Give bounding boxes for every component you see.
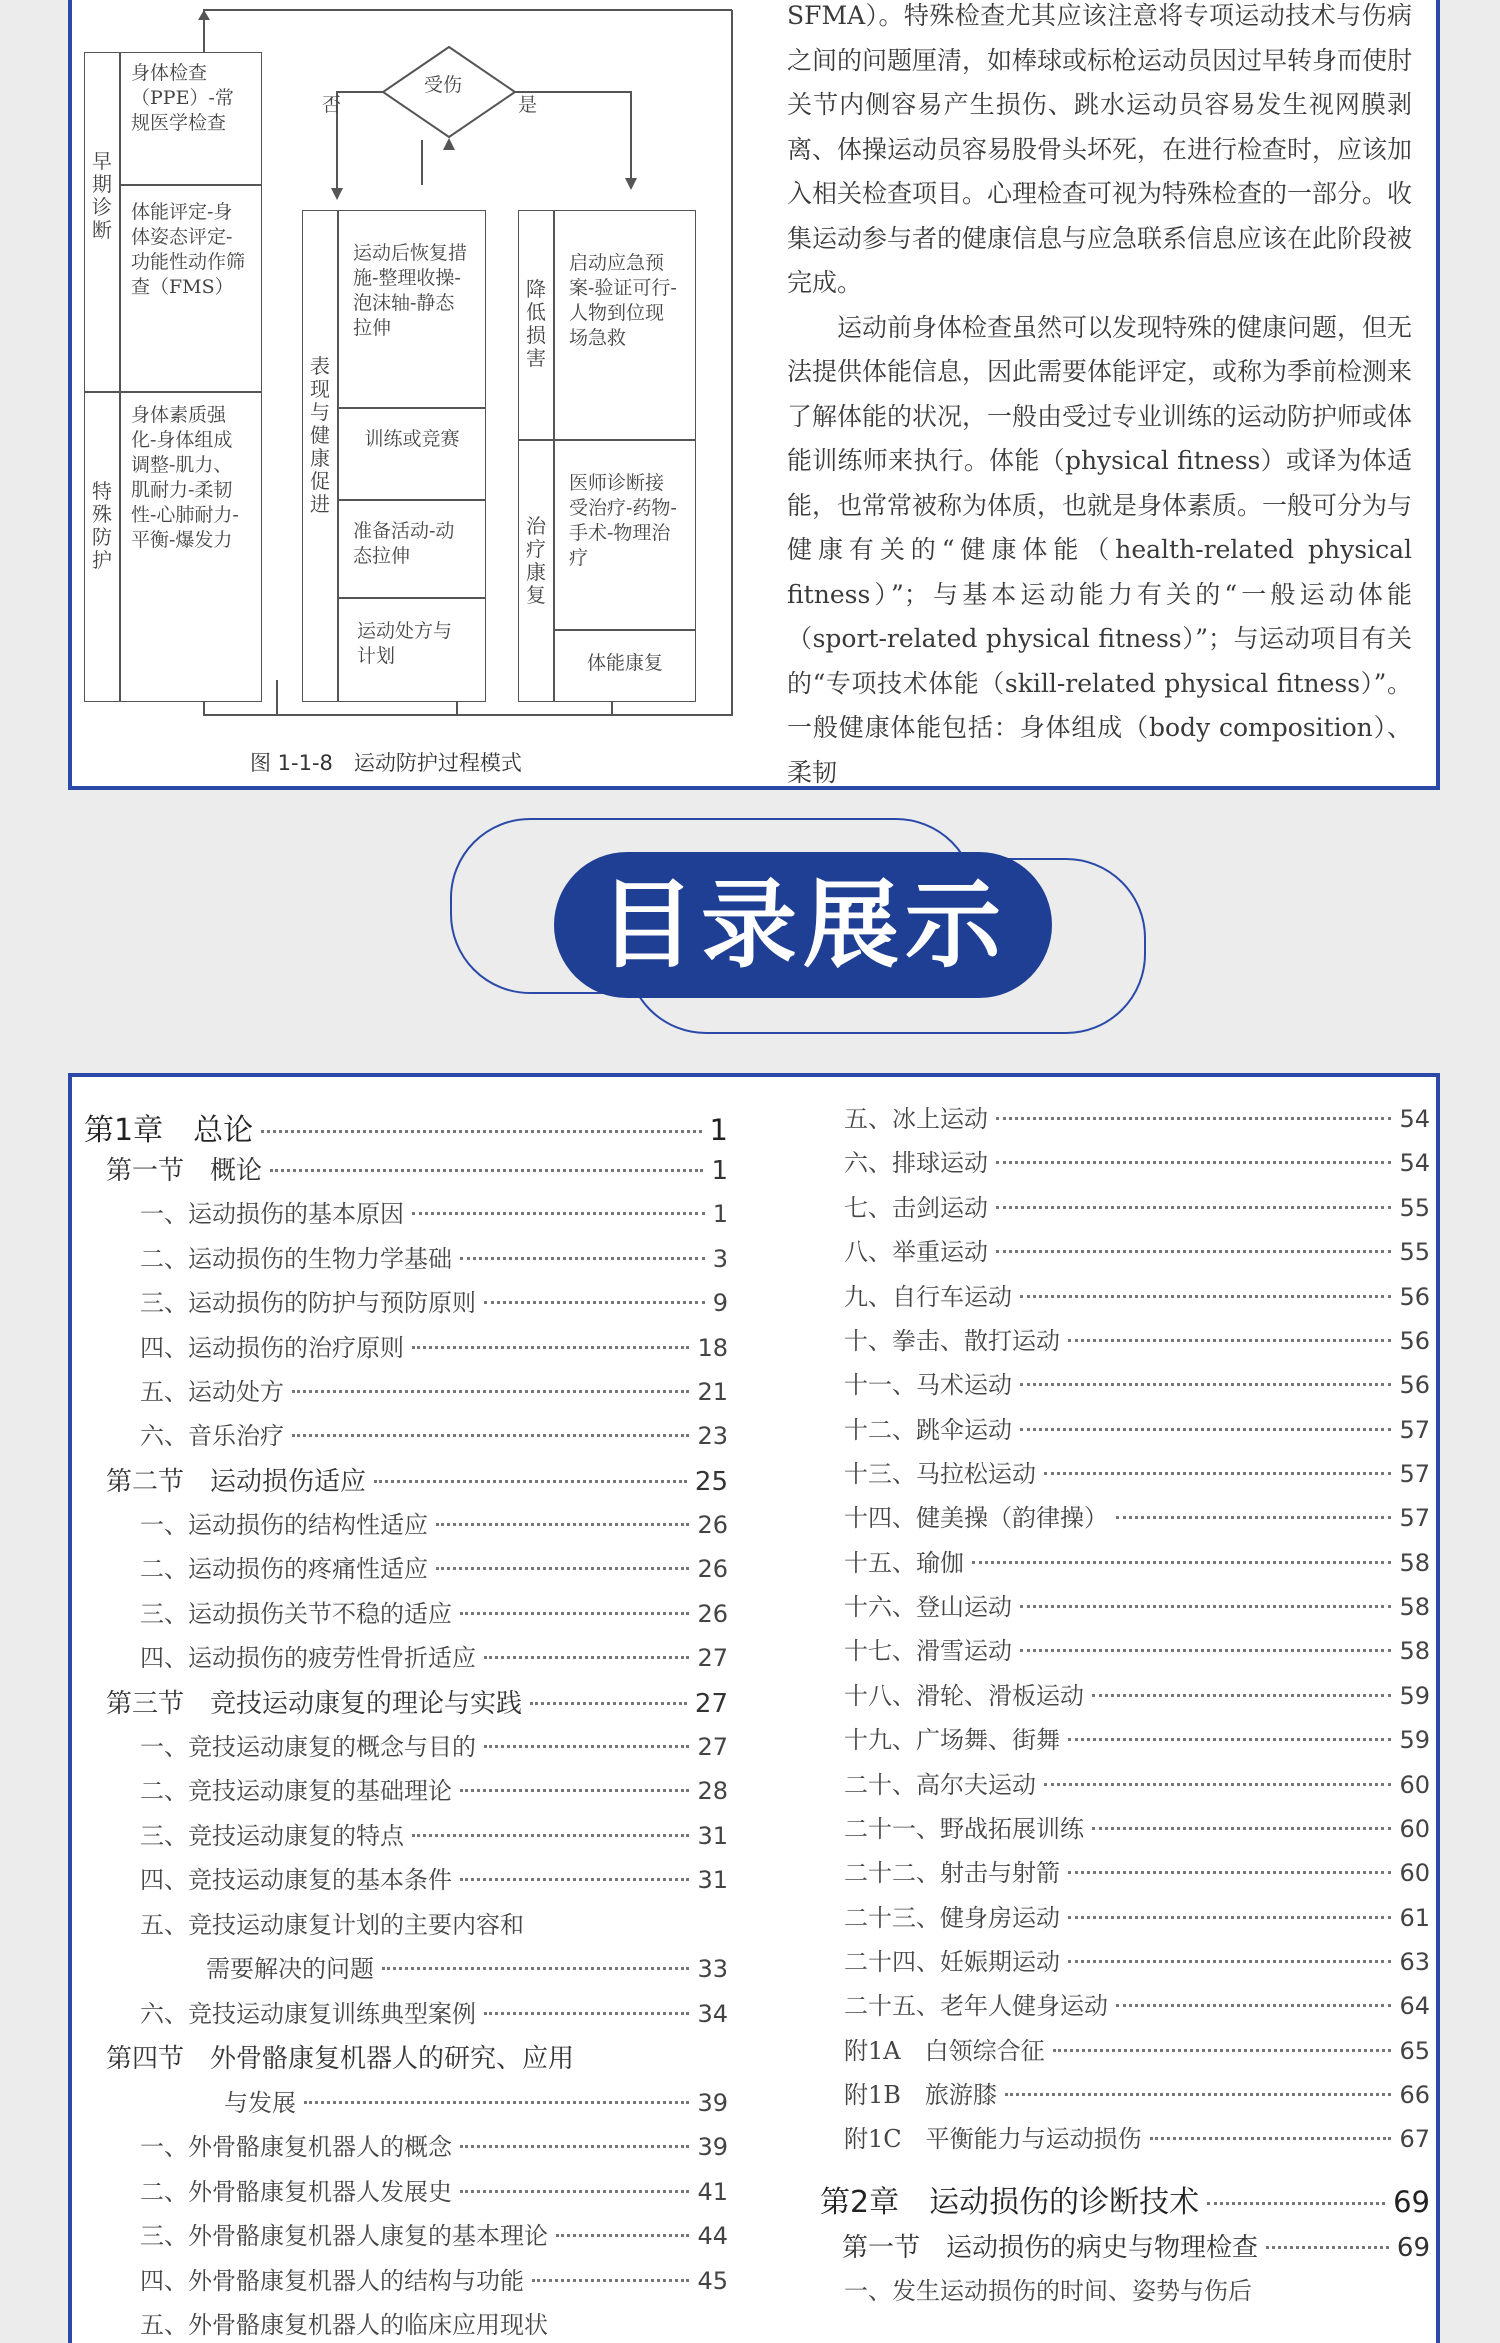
toc-leader-dots xyxy=(996,1250,1391,1253)
toc-entry-title: 二、竞技运动康复的基础理论 xyxy=(140,1777,452,1805)
toc-leader-dots xyxy=(304,2101,689,2104)
toc-leader-dots xyxy=(1092,1827,1391,1830)
group-reduce-damage: 降低损害 xyxy=(526,277,546,370)
toc-leader-dots xyxy=(436,1567,689,1570)
toc-leader-dots xyxy=(1092,1694,1391,1697)
toc-leader-dots xyxy=(1150,2137,1392,2140)
toc-leader-dots xyxy=(412,1834,689,1837)
toc-entry-title: 第一节 运动损伤的病史与物理检查 xyxy=(842,2233,1259,2263)
toc-entry-title: 一、运动损伤的结构性适应 xyxy=(140,1511,428,1539)
toc-entry[interactable] xyxy=(844,1942,1430,1977)
toc-entry-page: 26 xyxy=(697,1511,728,1539)
toc-leader-dots xyxy=(484,2012,689,2015)
toc-entry-title: 附1C 平衡能力与运动损伤 xyxy=(844,2125,1142,2153)
box-ppe: 身体检查（PPE）-常规医学检查 xyxy=(120,52,262,185)
toc-entry-page: 44 xyxy=(697,2222,728,2250)
toc-entry-page: 58 xyxy=(1399,1549,1430,1577)
toc-entry[interactable] xyxy=(140,1860,728,1895)
toc-entry-title: 六、排球运动 xyxy=(844,1149,988,1177)
toc-entry[interactable] xyxy=(140,1994,728,2029)
toc-entry[interactable] xyxy=(844,1676,1430,1711)
toc-entry[interactable] xyxy=(140,1372,728,1407)
toc-entry-title: 一、发生运动损伤的时间、姿势与伤后 xyxy=(844,2277,1252,2305)
toc-entry-title: 十一、马术运动 xyxy=(844,1371,1012,1399)
toc-entry-title: 五、冰上运动 xyxy=(844,1105,988,1133)
toc-entry-page: 3 xyxy=(712,1245,728,1273)
toc-entry-title: 六、竞技运动康复训练典型案例 xyxy=(140,2000,476,2028)
toc-entry[interactable] xyxy=(140,1549,728,1584)
toc-entry-page: 56 xyxy=(1399,1371,1430,1399)
toc-entry[interactable] xyxy=(844,1277,1430,1312)
toc-entry-title: 三、运动损伤的防护与预防原则 xyxy=(140,1289,476,1317)
toc-entry-title: 附1B 旅游膝 xyxy=(844,2081,997,2109)
toc-entry[interactable] xyxy=(844,1809,1430,1844)
toc-entry[interactable] xyxy=(140,2261,728,2296)
toc-entry[interactable] xyxy=(140,1505,728,1540)
section-title: 目录展示 xyxy=(554,852,1052,998)
toc-entry-page: 59 xyxy=(1399,1682,1430,1710)
toc-entry-page: 1 xyxy=(711,1156,728,1186)
toc-entry-page: 25 xyxy=(694,1467,728,1497)
article-paragraph: 运动前身体检查虽然可以发现特殊的健康问题，但无法提供体能信息，因此需要体能评定，或称为季前检测来了解体能的状况，一般由受过专业训练的运动防护师或体能训练师来执行。体能（physical fitness）或译为体适能，也常常被称为体质，也就是身体素质。一般可分为与健康有关的“健康体能（health-related physical fitness）”；与基本运动能力有关的“一般运动体能（sport-related physical fitness）”；与运动项目有关的“专项技术体能（skill-related physical fitness）”。一般健康体能包括：身体组成（body composition）、柔韧 xyxy=(787,312,1413,787)
toc-entry-page: 31 xyxy=(697,1866,728,1894)
toc-entry[interactable] xyxy=(140,1905,728,1940)
toc-entry[interactable] xyxy=(844,2075,1430,2110)
toc-leader-dots xyxy=(460,1257,705,1260)
toc-panel xyxy=(68,1073,1440,2343)
toc-entry-page: 27 xyxy=(697,1733,728,1761)
toc-entry[interactable] xyxy=(844,1099,1430,1134)
toc-entry-title: 三、外骨骼康复机器人康复的基本理论 xyxy=(140,2222,548,2250)
toc-entry-page: 34 xyxy=(697,2000,728,2028)
toc-leader-dots xyxy=(374,1480,687,1483)
toc-leader-dots xyxy=(460,2190,689,2193)
toc-leader-dots xyxy=(270,1169,703,1172)
toc-entry-title: 二十、高尔夫运动 xyxy=(844,1771,1036,1799)
article-paragraph: SFMA）。特殊检查尤其应该注意将专项运动技术与伤病之间的问题厘清，如棒球或标枪运动员因过早转身而使肘关节内侧容易产生损伤、跳水运动员容易发生视网膜剥离、体操运动员容易股骨头坏死，在进行检查时，应该加入相关检查项目。心理检查可视为特殊检查的一部分。收集运动参与者的健康信息与应急联系信息应该在此阶段被完成。 xyxy=(787,1,1413,297)
toc-leader-dots xyxy=(556,2234,689,2237)
toc-leader-dots xyxy=(1116,1516,1391,1519)
toc-section-entry[interactable] xyxy=(106,2038,728,2075)
toc-entry-title: 六、音乐治疗 xyxy=(140,1422,284,1450)
toc-entry[interactable] xyxy=(140,1283,728,1318)
toc-entry-title: 五、竞技运动康复计划的主要内容和 xyxy=(140,1911,524,1939)
toc-entry[interactable] xyxy=(844,1188,1430,1223)
toc-entry-title: 二、运动损伤的疼痛性适应 xyxy=(140,1555,428,1583)
toc-leader-dots xyxy=(382,1967,689,1970)
box-rehab: 体能康复 xyxy=(554,630,696,702)
toc-entry[interactable] xyxy=(140,2305,728,2340)
toc-leader-dots xyxy=(484,1656,689,1659)
toc-entry-page: 60 xyxy=(1399,1815,1430,1843)
toc-entry[interactable] xyxy=(224,2083,728,2118)
toc-entry-page: 66 xyxy=(1399,2081,1430,2109)
toc-entry-title: 十二、跳伞运动 xyxy=(844,1416,1012,1444)
toc-entry-title: 九、自行车运动 xyxy=(844,1283,1012,1311)
toc-entry[interactable] xyxy=(140,1194,728,1229)
box-warmup: 准备活动-动态拉伸 xyxy=(338,500,486,598)
toc-entry-title: 七、击剑运动 xyxy=(844,1194,988,1222)
toc-entry-title: 与发展 xyxy=(224,2089,296,2117)
toc-entry-page: 41 xyxy=(697,2178,728,2206)
toc-entry-page: 26 xyxy=(697,1555,728,1583)
toc-entry-page: 28 xyxy=(697,1777,728,1805)
toc-leader-dots xyxy=(1068,1339,1391,1342)
toc-leader-dots xyxy=(484,1301,705,1304)
toc-entry-page: 54 xyxy=(1399,1149,1430,1177)
toc-entry-page: 45 xyxy=(697,2267,728,2295)
toc-leader-dots xyxy=(530,1702,687,1705)
toc-entry-page: 61 xyxy=(1399,1904,1430,1932)
toc-leader-dots xyxy=(1068,1738,1391,1741)
toc-leader-dots xyxy=(1053,2049,1392,2052)
toc-leader-dots xyxy=(1116,2004,1391,2007)
toc-entry[interactable] xyxy=(140,2127,728,2162)
toc-entry-title: 四、运动损伤的疲劳性骨折适应 xyxy=(140,1644,476,1672)
no-label: 否 xyxy=(322,94,342,116)
box-doctor: 医师诊断接受治疗-药物-手术-物理治疗 xyxy=(554,440,696,630)
toc-entry[interactable] xyxy=(844,1321,1430,1356)
decision-label: 受伤 xyxy=(424,74,463,96)
toc-leader-dots xyxy=(1207,2202,1385,2205)
toc-entry-title: 五、运动处方 xyxy=(140,1378,284,1406)
toc-leader-dots xyxy=(1020,1605,1391,1608)
toc-leader-dots xyxy=(1068,1960,1391,1963)
toc-entry-title: 附1A 白领综合征 xyxy=(844,2037,1045,2065)
toc-leader-dots xyxy=(1068,1871,1391,1874)
figure-caption: 图 1-1-8 运动防护过程模式 xyxy=(250,751,522,775)
toc-leader-dots xyxy=(1020,1383,1391,1386)
toc-leader-dots xyxy=(412,1346,689,1349)
toc-leader-dots xyxy=(972,1561,1391,1564)
toc-entry-page: 59 xyxy=(1399,1726,1430,1754)
toc-entry[interactable] xyxy=(844,2119,1430,2154)
toc-entry[interactable] xyxy=(140,1239,728,1274)
toc-entry-title: 五、外骨骼康复机器人的临床应用现状 xyxy=(140,2311,548,2339)
toc-leader-dots xyxy=(1020,1428,1391,1431)
toc-entry[interactable] xyxy=(844,2031,1430,2066)
toc-entry[interactable] xyxy=(844,1720,1430,1755)
toc-entry-page: 57 xyxy=(1399,1504,1430,1532)
yes-label: 是 xyxy=(518,94,538,116)
toc-entry[interactable] xyxy=(844,1454,1430,1489)
toc-entry-title: 四、运动损伤的治疗原则 xyxy=(140,1334,404,1362)
toc-entry-title: 第三节 竞技运动康复的理论与实践 xyxy=(106,1689,523,1719)
toc-entry-page: 1 xyxy=(712,1200,728,1228)
toc-entry-title: 十、拳击、散打运动 xyxy=(844,1327,1060,1355)
toc-entry-page: 65 xyxy=(1399,2037,1430,2065)
toc-entry-title: 一、运动损伤的基本原因 xyxy=(140,1200,404,1228)
toc-entry[interactable] xyxy=(206,1949,728,1984)
toc-leader-dots xyxy=(436,1523,689,1526)
toc-entry-title: 第1章 总论 xyxy=(84,1113,254,1148)
toc-entry-title: 二、外骨骼康复机器人发展史 xyxy=(140,2178,452,2206)
toc-entry-title: 十八、滑轮、滑板运动 xyxy=(844,1682,1084,1710)
toc-entry-title: 四、竞技运动康复的基本条件 xyxy=(140,1866,452,1894)
toc-entry-page: 39 xyxy=(697,2133,728,2161)
toc-entry-page: 27 xyxy=(694,1689,728,1719)
group-treatment-rehab: 治疗康复 xyxy=(526,514,546,607)
toc-entry-page: 33 xyxy=(697,1955,728,1983)
toc-entry-page: 18 xyxy=(697,1334,728,1362)
toc-entry[interactable] xyxy=(844,1986,1430,2021)
toc-entry-page: 60 xyxy=(1399,1859,1430,1887)
toc-entry-title: 二十一、野战拓展训练 xyxy=(844,1815,1084,1843)
toc-entry[interactable] xyxy=(140,2216,728,2251)
toc-entry-title: 二、运动损伤的生物力学基础 xyxy=(140,1245,452,1273)
toc-entry[interactable] xyxy=(140,1594,728,1629)
toc-entry-page: 23 xyxy=(697,1422,728,1450)
toc-leader-dots xyxy=(996,1161,1391,1164)
toc-entry-page: 54 xyxy=(1399,1105,1430,1133)
toc-entry-title: 第四节 外骨骼康复机器人的研究、应用 xyxy=(106,2044,575,2074)
toc-entry-title: 二十三、健身房运动 xyxy=(844,1904,1060,1932)
group-performance-health: 表现与健康促进 xyxy=(310,354,330,516)
toc-entry-title: 八、举重运动 xyxy=(844,1238,988,1266)
toc-entry[interactable] xyxy=(140,1727,728,1762)
toc-leader-dots xyxy=(484,1745,689,1748)
toc-entry-title: 二十五、老年人健身运动 xyxy=(844,1992,1108,2020)
toc-chapter-entry[interactable] xyxy=(84,1105,728,1149)
toc-entry-page: 31 xyxy=(697,1822,728,1850)
toc-entry[interactable] xyxy=(844,1898,1430,1933)
toc-entry[interactable] xyxy=(140,1816,728,1851)
toc-leader-dots xyxy=(460,1789,689,1792)
toc-entry-title: 十六、登山运动 xyxy=(844,1593,1012,1621)
toc-leader-dots xyxy=(1005,2093,1392,2096)
toc-entry-page: 21 xyxy=(697,1378,728,1406)
toc-entry-page: 39 xyxy=(697,2089,728,2117)
toc-leader-dots xyxy=(1044,1472,1391,1475)
toc-leader-dots xyxy=(460,2145,689,2148)
box-training: 训练或竞赛 xyxy=(338,408,486,500)
toc-entry[interactable] xyxy=(844,1498,1430,1533)
toc-entry-title: 一、竞技运动康复的概念与目的 xyxy=(140,1733,476,1761)
toc-entry-title: 二十二、射击与射箭 xyxy=(844,1859,1060,1887)
toc-leader-dots xyxy=(1020,1295,1391,1298)
toc-entry-title: 二十四、妊娠期运动 xyxy=(844,1948,1060,1976)
toc-entry-page: 55 xyxy=(1399,1238,1430,1266)
toc-leader-dots xyxy=(292,1434,689,1437)
toc-entry-page: 64 xyxy=(1399,1992,1430,2020)
toc-entry-page: 69 xyxy=(1393,2185,1430,2219)
box-recovery: 运动后恢复措施-整理收操-泡沫轴-静态拉伸 xyxy=(338,210,486,408)
toc-entry-page: 1 xyxy=(709,1113,728,1147)
toc-entry[interactable] xyxy=(844,1631,1430,1666)
toc-entry-title: 四、外骨骼康复机器人的结构与功能 xyxy=(140,2267,524,2295)
toc-entry-page: 56 xyxy=(1399,1283,1430,1311)
group-early-diagnosis: 早期诊断 xyxy=(92,149,112,242)
toc-entry-title: 十九、广场舞、街舞 xyxy=(844,1726,1060,1754)
toc-entry-title: 十四、健美操（韵律操） xyxy=(844,1504,1108,1532)
box-fitness-eval: 体能评定-身体姿态评定-功能性动作筛查（FMS） xyxy=(120,185,262,392)
toc-section-entry[interactable] xyxy=(106,1683,728,1720)
toc-entry-title: 十七、滑雪运动 xyxy=(844,1637,1012,1665)
toc-entry[interactable] xyxy=(844,1232,1430,1267)
toc-leader-dots xyxy=(996,1117,1391,1120)
toc-entry[interactable] xyxy=(140,2172,728,2207)
toc-leader-dots xyxy=(996,1206,1391,1209)
toc-entry-title: 需要解决的问题 xyxy=(206,1955,374,1983)
toc-entry-title: 第一节 概论 xyxy=(106,1156,263,1186)
toc-entry-page: 56 xyxy=(1399,1327,1430,1355)
toc-leader-dots xyxy=(1266,2246,1389,2249)
toc-entry-title: 十五、瑜伽 xyxy=(844,1549,964,1577)
toc-entry-page: 69 xyxy=(1396,2233,1430,2263)
box-fitness-boost: 身体素质强化-身体组成调整-肌力、肌耐力-柔韧性-心肺耐力-平衡-爆发力 xyxy=(120,392,262,702)
toc-leader-dots xyxy=(261,1130,701,1133)
toc-entry[interactable] xyxy=(844,1587,1430,1622)
toc-section-entry[interactable] xyxy=(106,1150,728,1187)
toc-entry-title: 第2章 运动损伤的诊断技术 xyxy=(820,2185,1200,2220)
toc-entry-page: 63 xyxy=(1399,1948,1430,1976)
toc-entry[interactable] xyxy=(844,1543,1430,1578)
group-special-protection: 特殊防护 xyxy=(92,479,112,572)
toc-leader-dots xyxy=(1044,1783,1391,1786)
toc-section-entry[interactable] xyxy=(106,1461,728,1498)
box-emergency: 启动应急预案-验证可行-人物到位现场急救 xyxy=(554,210,696,440)
toc-entry-title: 十三、马拉松运动 xyxy=(844,1460,1036,1488)
toc-leader-dots xyxy=(532,2279,689,2282)
toc-entry[interactable] xyxy=(844,1365,1430,1400)
toc-entry-title: 三、运动损伤关节不稳的适应 xyxy=(140,1600,452,1628)
toc-entry[interactable] xyxy=(140,1328,728,1363)
toc-entry[interactable] xyxy=(844,1410,1430,1445)
toc-entry[interactable] xyxy=(140,1416,728,1451)
flowchart-article-panel xyxy=(68,0,1440,790)
toc-leader-dots xyxy=(412,1212,705,1215)
article-text xyxy=(787,0,1412,790)
toc-entry-page: 58 xyxy=(1399,1637,1430,1665)
toc-entry-page: 57 xyxy=(1399,1460,1430,1488)
toc-entry[interactable] xyxy=(140,1771,728,1806)
box-prescription: 运动处方与计划 xyxy=(338,598,486,702)
toc-leader-dots xyxy=(460,1878,689,1881)
toc-entry-title: 三、竞技运动康复的特点 xyxy=(140,1822,404,1850)
toc-entry-page: 60 xyxy=(1399,1771,1430,1799)
toc-leader-dots xyxy=(460,1612,689,1615)
toc-entry-page: 9 xyxy=(712,1289,728,1317)
toc-section-entry[interactable] xyxy=(842,2227,1430,2264)
toc-entry-title: 一、外骨骼康复机器人的概念 xyxy=(140,2133,452,2161)
toc-entry[interactable] xyxy=(844,1143,1430,1178)
toc-entry[interactable] xyxy=(140,1638,728,1673)
toc-leader-dots xyxy=(1068,1916,1391,1919)
toc-entry[interactable] xyxy=(844,2271,1430,2306)
toc-entry[interactable] xyxy=(844,1765,1430,1800)
toc-entry-page: 26 xyxy=(697,1600,728,1628)
toc-leader-dots xyxy=(1020,1649,1391,1652)
toc-leader-dots xyxy=(292,1390,689,1393)
toc-entry-page: 67 xyxy=(1399,2125,1430,2153)
toc-chapter-entry[interactable] xyxy=(820,2177,1430,2221)
toc-entry-page: 57 xyxy=(1399,1416,1430,1444)
toc-entry-page: 58 xyxy=(1399,1593,1430,1621)
toc-entry-page: 55 xyxy=(1399,1194,1430,1222)
toc-entry-title: 第二节 运动损伤适应 xyxy=(106,1467,367,1497)
toc-entry-page: 27 xyxy=(697,1644,728,1672)
toc-entry[interactable] xyxy=(844,1853,1430,1888)
